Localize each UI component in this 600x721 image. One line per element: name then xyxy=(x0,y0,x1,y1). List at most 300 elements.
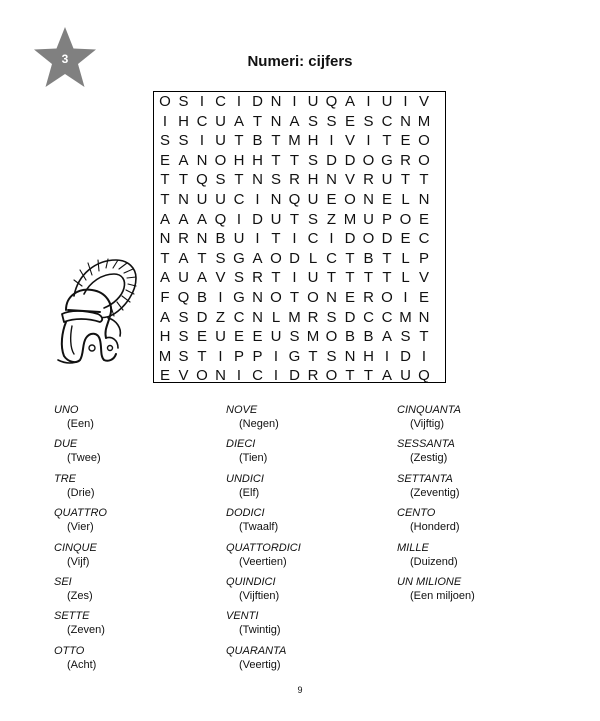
grid-letter: A xyxy=(178,151,189,169)
grid-letter: T xyxy=(271,230,281,248)
grid-letter: H xyxy=(178,112,189,130)
grid-letter: I xyxy=(255,191,260,208)
grid-letter: A xyxy=(344,93,355,110)
grid-letter: O xyxy=(159,93,171,110)
dutch-translation: (Een) xyxy=(67,418,94,430)
italian-word: SETTANTA xyxy=(397,472,453,485)
grid-letter: U xyxy=(307,93,319,110)
grid-letter: S xyxy=(289,328,300,346)
grid-letter: E xyxy=(400,132,411,150)
grid-letter: A xyxy=(381,328,392,346)
grid-letter: I xyxy=(292,269,297,287)
grid-letter: P xyxy=(418,249,429,267)
grid-letter: D xyxy=(289,367,300,385)
grid-letter: A xyxy=(178,210,189,228)
grid-letter: I xyxy=(199,93,205,110)
grid-letter: C xyxy=(215,93,226,110)
word-entry xyxy=(226,542,396,576)
grid-letter: G xyxy=(233,289,245,306)
word-entry xyxy=(54,438,224,472)
grid-letter: N xyxy=(159,230,171,248)
grid-letter: Q xyxy=(214,210,227,228)
grid-letter: O xyxy=(362,151,375,169)
grid-letter: N xyxy=(326,289,337,306)
grid-letter: D xyxy=(344,230,356,248)
grid-letter: R xyxy=(400,151,411,169)
grid-letter: T xyxy=(289,289,300,306)
grid-letter: E xyxy=(252,328,263,346)
grid-letter: B xyxy=(363,328,374,346)
grid-letter: I xyxy=(403,93,408,110)
word-entry xyxy=(54,542,224,576)
roman-helmet-icon xyxy=(44,256,140,368)
grid-letter: L xyxy=(271,308,281,326)
grid-letter: T xyxy=(345,249,355,267)
grid-letter: C xyxy=(363,308,374,326)
grid-letter: D xyxy=(252,93,263,110)
italian-word: NOVE xyxy=(226,404,258,416)
grid-letter: T xyxy=(289,210,300,228)
grid-letter: E xyxy=(233,328,244,346)
grid-letter: S xyxy=(326,308,337,326)
italian-word: UNDICI xyxy=(226,472,264,485)
dutch-translation: (Drie) xyxy=(67,486,95,499)
grid-letter: Q xyxy=(418,367,430,385)
grid-letter: A xyxy=(159,269,170,287)
grid-letter: R xyxy=(363,289,374,306)
word-entry xyxy=(226,507,396,541)
grid-letter: U xyxy=(400,367,411,385)
grid-letter: P xyxy=(233,347,244,365)
grid-letter: N xyxy=(215,367,226,385)
grid-letter: S xyxy=(178,132,189,150)
grid-letter: D xyxy=(196,308,208,326)
grid-letter: N xyxy=(270,112,282,130)
italian-word: MILLE xyxy=(397,541,429,554)
italian-word: DIECI xyxy=(226,438,256,451)
grid-letter: S xyxy=(326,347,337,365)
word-entry xyxy=(397,473,567,507)
grid-letter: I xyxy=(366,132,371,150)
grid-letter: S xyxy=(215,171,226,189)
grid-letter: T xyxy=(234,171,244,189)
grid-letter: A xyxy=(196,210,207,228)
grid-letter: T xyxy=(197,347,207,365)
italian-word: VENTI xyxy=(226,610,259,623)
grid-letter: M xyxy=(417,112,431,130)
word-list-column-1 xyxy=(54,404,224,679)
grid-letter: H xyxy=(252,151,263,169)
grid-letter: D xyxy=(381,230,393,248)
grid-letter: T xyxy=(363,367,374,385)
word-search-grid xyxy=(153,91,446,383)
dutch-translation: (Zestig) xyxy=(410,452,448,465)
grid-letter: R xyxy=(252,269,263,287)
grid-letter: L xyxy=(401,269,410,287)
grid-letter: N xyxy=(252,289,263,306)
grid-letter: N xyxy=(418,191,430,208)
grid-letter: I xyxy=(292,93,297,110)
grid-letter: T xyxy=(178,171,189,189)
grid-letter: A xyxy=(159,210,170,228)
grid-letter: T xyxy=(160,171,170,189)
dutch-translation: (Elf) xyxy=(239,486,260,499)
grid-letter: U xyxy=(215,328,226,346)
grid-letter: I xyxy=(273,347,279,365)
word-entry xyxy=(397,507,567,541)
italian-word: DUE xyxy=(54,438,78,451)
grid-letter: S xyxy=(178,93,189,110)
grid-letter: M xyxy=(288,132,301,150)
word-list-column-3 xyxy=(397,404,567,610)
grid-letter: C xyxy=(196,112,208,130)
grid-letter: R xyxy=(178,230,189,248)
grid-letter: I xyxy=(255,230,260,248)
grid-letter: E xyxy=(400,230,411,248)
italian-word: QUINDICI xyxy=(226,575,276,588)
grid-letter: C xyxy=(307,230,319,248)
grid-letter: T xyxy=(197,249,207,267)
grid-letter: T xyxy=(419,328,429,346)
grid-letter: O xyxy=(418,151,430,169)
grid-letter: T xyxy=(382,249,392,267)
grid-letter: F xyxy=(160,289,170,306)
grid-letter: U xyxy=(196,191,208,208)
grid-letter: T xyxy=(308,347,318,365)
grid-letter: T xyxy=(345,269,355,287)
grid-letter: N xyxy=(196,230,208,248)
dutch-translation: (Veertien) xyxy=(239,555,287,568)
grid-letter: A xyxy=(233,112,244,130)
grid-letter: M xyxy=(158,347,172,365)
word-entry xyxy=(54,473,224,507)
grid-letter: N xyxy=(196,151,208,169)
grid-letter: Q xyxy=(325,93,338,110)
grid-letter: E xyxy=(159,151,170,169)
grid-letter: S xyxy=(326,112,337,130)
dutch-translation: (Twintig) xyxy=(239,624,281,637)
grid-letter: I xyxy=(273,367,279,385)
grid-letter: T xyxy=(382,269,392,287)
grid-letter: E xyxy=(418,289,429,306)
grid-letter: C xyxy=(233,308,245,326)
grid-letter: B xyxy=(196,289,207,306)
dutch-translation: (Negen) xyxy=(239,418,279,430)
grid-letter: I xyxy=(236,93,242,110)
grid-letter: N xyxy=(418,308,430,326)
grid-letter: E xyxy=(381,191,392,208)
dutch-translation: (Een miljoen) xyxy=(410,589,475,602)
grid-letter: S xyxy=(215,249,226,267)
grid-letter: I xyxy=(421,347,427,365)
grid-letter: M xyxy=(306,328,320,346)
grid-letter: B xyxy=(344,328,355,346)
grid-letter: U xyxy=(215,112,226,130)
grid-letter: O xyxy=(307,289,319,306)
grid-letter: D xyxy=(326,151,337,169)
grid-letter: S xyxy=(233,269,244,287)
grid-letter: A xyxy=(159,308,170,326)
grid-letter: U xyxy=(363,210,374,228)
grid-letter: H xyxy=(307,171,319,189)
grid-letter: G xyxy=(233,249,245,267)
grid-letter: D xyxy=(400,347,411,365)
grid-letter: R xyxy=(307,367,319,385)
grid-letter: I xyxy=(366,93,371,110)
grid-letter: V xyxy=(215,269,226,287)
grid-letter: S xyxy=(307,210,318,228)
italian-word: UNO xyxy=(54,404,79,416)
grid-letter: T xyxy=(160,249,170,267)
grid-letter: T xyxy=(382,132,392,150)
dutch-translation: (Duizend) xyxy=(410,555,458,568)
grid-letter: N xyxy=(363,191,374,208)
word-entry xyxy=(226,473,396,507)
word-entry xyxy=(226,610,396,644)
grid-letter: T xyxy=(289,151,300,169)
grid-letter: Q xyxy=(288,191,301,208)
italian-word: TRE xyxy=(54,472,76,485)
word-entry xyxy=(54,645,224,679)
grid-letter: E xyxy=(344,289,355,306)
grid-letter: O xyxy=(214,151,227,169)
dutch-translation: (Vier) xyxy=(67,521,94,534)
puzzle-number: 3 xyxy=(61,52,69,66)
grid-letter: G xyxy=(288,347,301,365)
grid-letter: V xyxy=(418,269,429,287)
grid-letter: P xyxy=(252,347,263,365)
italian-word: SETTE xyxy=(54,610,90,623)
grid-letter: A xyxy=(196,269,207,287)
grid-letter: S xyxy=(178,328,189,346)
word-entry xyxy=(226,645,396,679)
grid-letter: V xyxy=(344,171,355,189)
grid-letter: C xyxy=(381,308,393,326)
grid-letter: O xyxy=(362,230,375,248)
grid-letter: E xyxy=(418,210,429,228)
grid-letter: I xyxy=(218,289,223,306)
grid-letter: D xyxy=(252,210,263,228)
word-entry xyxy=(226,404,396,438)
word-entry xyxy=(54,610,224,644)
dutch-translation: (Twee) xyxy=(67,452,101,465)
word-entry xyxy=(397,576,567,610)
word-entry xyxy=(226,576,396,610)
grid-letter: U xyxy=(270,210,282,228)
grid-letter: T xyxy=(271,151,281,169)
grid-letter: T xyxy=(271,269,281,287)
grid-letter: O xyxy=(270,249,282,267)
grid-letter: Z xyxy=(326,210,337,228)
grid-letter: Q xyxy=(196,171,208,189)
grid-letter: U xyxy=(307,191,319,208)
grid-letter: I xyxy=(384,347,390,365)
grid-letter: R xyxy=(363,171,374,189)
grid-letter: N xyxy=(178,191,189,208)
grid-letter: A xyxy=(252,249,263,267)
page-title-text: Numeri: cijfers xyxy=(247,53,353,70)
grid-letter: S xyxy=(178,347,189,365)
grid-letter: O xyxy=(381,289,393,306)
grid-letter: D xyxy=(344,151,356,169)
word-entry xyxy=(397,404,567,438)
dutch-translation: (Tien) xyxy=(239,452,268,465)
page-number: 9 xyxy=(297,685,303,695)
grid-letter: N xyxy=(344,347,356,365)
grid-letter: S xyxy=(307,151,318,169)
grid-letter: U xyxy=(215,132,226,150)
grid-letter: N xyxy=(400,112,411,130)
dutch-translation: (Acht) xyxy=(67,658,97,671)
dutch-translation: (Vijf) xyxy=(67,555,90,568)
grid-letter: C xyxy=(252,367,263,385)
grid-letter: D xyxy=(344,308,356,326)
grid-letter: M xyxy=(288,308,301,326)
page-title xyxy=(0,53,600,70)
grid-letter: C xyxy=(381,112,393,130)
grid-letter: E xyxy=(344,112,355,130)
helmet-drawing xyxy=(44,256,140,368)
grid-letter: C xyxy=(418,230,430,248)
grid-letter: D xyxy=(289,249,300,267)
grid-letter: U xyxy=(215,191,226,208)
grid-letter: H xyxy=(233,151,245,169)
italian-word: UN MILIONE xyxy=(397,575,462,588)
grid-letter: N xyxy=(270,191,282,208)
grid-letter: C xyxy=(326,249,337,267)
grid-letter: S xyxy=(363,112,374,130)
grid-letter: M xyxy=(399,308,412,326)
grid-letter: H xyxy=(363,347,374,365)
grid-letter: U xyxy=(381,171,393,189)
grid-letter: H xyxy=(159,328,171,346)
grid-letter: U xyxy=(307,269,319,287)
dutch-translation: (Honderd) xyxy=(410,521,460,534)
grid-letter: I xyxy=(236,367,242,385)
italian-word: QUATTORDICI xyxy=(226,541,301,554)
grid-letter: V xyxy=(418,93,429,110)
grid-letter: A xyxy=(381,367,392,385)
grid-letter: P xyxy=(381,210,392,228)
grid-letter: H xyxy=(307,132,319,150)
grid-letter: A xyxy=(178,249,189,267)
grid-letter: O xyxy=(270,289,282,306)
italian-word: OTTO xyxy=(54,644,85,657)
grid-letter: U xyxy=(270,328,282,346)
grid-letter: E xyxy=(326,191,337,208)
grid-letter: I xyxy=(199,132,205,150)
word-entry xyxy=(54,507,224,541)
dutch-translation: (Twaalf) xyxy=(239,521,279,534)
dutch-translation: (Zeven) xyxy=(67,624,105,637)
dutch-translation: (Zeventig) xyxy=(410,486,460,499)
word-entry xyxy=(54,404,224,438)
grid-letter: B xyxy=(215,230,226,248)
grid-letter: A xyxy=(289,112,300,130)
grid-letter: I xyxy=(329,132,334,150)
grid-letter: N xyxy=(270,93,282,110)
italian-word: CENTO xyxy=(397,507,436,520)
grid-letter: N xyxy=(326,171,337,189)
grid-letter: B xyxy=(363,249,374,267)
italian-word: CINQUANTA xyxy=(397,404,461,416)
grid-letter: S xyxy=(178,308,189,326)
grid-letter: S xyxy=(400,328,411,346)
grid-letter: O xyxy=(418,132,430,150)
word-entry xyxy=(226,438,396,472)
grid-letter: T xyxy=(326,269,337,287)
grid-letter: L xyxy=(308,249,318,267)
grid-letter: S xyxy=(270,171,281,189)
grid-letter: L xyxy=(401,249,410,267)
grid-letter: S xyxy=(159,132,170,150)
grid-letter: V xyxy=(344,132,355,150)
grid-letter: S xyxy=(307,112,318,130)
grid-letter: U xyxy=(178,269,189,287)
grid-letter: Z xyxy=(215,308,226,326)
grid-letter: T xyxy=(271,132,281,150)
grid-letter: T xyxy=(363,269,374,287)
grid-letter: U xyxy=(381,93,393,110)
grid-letter: T xyxy=(160,191,170,208)
italian-word: QUARANTA xyxy=(226,644,287,657)
word-entry xyxy=(397,438,567,472)
grid-letter: R xyxy=(289,171,300,189)
dutch-translation: (Zes) xyxy=(67,589,93,602)
grid-letter: B xyxy=(252,132,263,150)
grid-letter: N xyxy=(252,171,263,189)
dutch-translation: (Vijftien) xyxy=(239,589,280,602)
grid-letter: I xyxy=(403,289,408,306)
grid-letter: I xyxy=(162,112,168,130)
grid-letter: V xyxy=(178,367,189,385)
grid-letter: T xyxy=(345,367,355,385)
grid-letter: E xyxy=(196,328,207,346)
word-list-column-2 xyxy=(226,404,396,679)
grid-letter: I xyxy=(329,230,334,248)
grid-letter: O xyxy=(325,328,338,346)
grid-letter: N xyxy=(252,308,263,326)
grid-letter: E xyxy=(159,367,170,385)
grid-letter: R xyxy=(307,308,319,326)
italian-word: SEI xyxy=(54,575,72,588)
italian-word: SESSANTA xyxy=(397,438,455,451)
grid-letter: O xyxy=(344,191,356,208)
grid-letter: U xyxy=(233,230,245,248)
italian-word: DODICI xyxy=(226,507,265,520)
grid-letter: C xyxy=(233,191,245,208)
grid-letter: T xyxy=(252,112,263,130)
italian-word: QUATTRO xyxy=(54,507,107,520)
grid-letter: O xyxy=(399,210,412,228)
grid-letter: T xyxy=(400,171,411,189)
grid-letter: O xyxy=(325,367,338,385)
grid-letter: L xyxy=(401,191,410,208)
grid-letter: Q xyxy=(177,289,190,306)
grid-letter: T xyxy=(419,171,429,189)
word-entry xyxy=(397,542,567,576)
word-entry xyxy=(54,576,224,610)
grid-letter: O xyxy=(196,367,208,385)
grid-letter: I xyxy=(236,210,242,228)
grid-letter: G xyxy=(381,151,393,169)
grid-letter: T xyxy=(234,132,244,150)
grid-letter: I xyxy=(218,347,223,365)
italian-word: CINQUE xyxy=(54,541,97,554)
dutch-translation: (Veertig) xyxy=(239,658,281,671)
dutch-translation: (Vijftig) xyxy=(410,418,445,430)
grid-letter: I xyxy=(292,230,297,248)
